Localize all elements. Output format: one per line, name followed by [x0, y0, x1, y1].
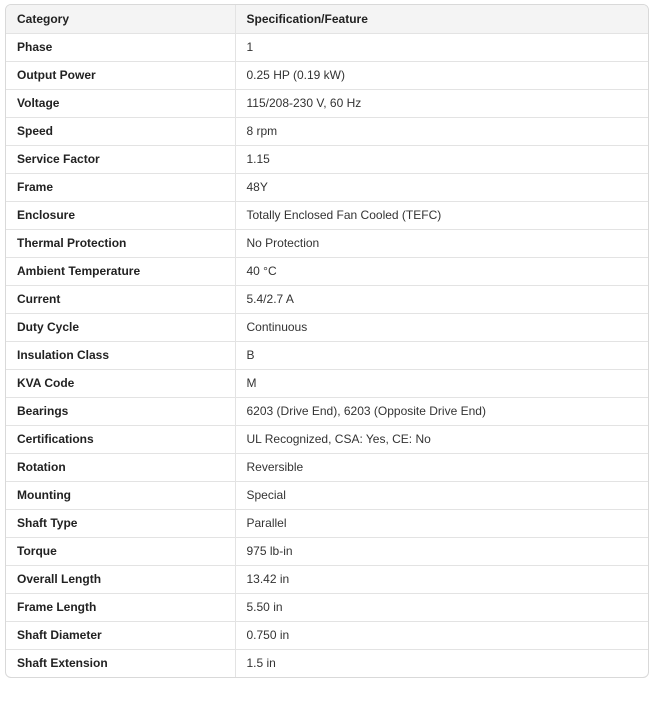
row-category-cell: Bearings	[6, 397, 235, 425]
table-row	[6, 145, 648, 173]
row-value-cell: M	[235, 369, 648, 397]
table-row	[6, 453, 648, 481]
row-value-cell: 5.50 in	[235, 593, 648, 621]
row-value-cell: Parallel	[235, 509, 648, 537]
row-category-cell: Insulation Class	[6, 341, 235, 369]
row-value-cell: 48Y	[235, 173, 648, 201]
table-row	[6, 313, 648, 341]
row-value-cell: UL Recognized, CSA: Yes, CE: No	[235, 425, 648, 453]
table-row	[6, 369, 648, 397]
row-category-cell: Duty Cycle	[6, 313, 235, 341]
table-row	[6, 89, 648, 117]
row-value-cell: 8 rpm	[235, 117, 648, 145]
row-value-cell: 6203 (Drive End), 6203 (Opposite Drive End)	[235, 397, 648, 425]
table-row	[6, 649, 648, 677]
table-row	[6, 621, 648, 649]
row-category-cell: Shaft Extension	[17, 656, 108, 671]
row-category-cell: KVA Code	[6, 369, 235, 397]
table-row	[6, 397, 648, 425]
row-value-cell: 0.750 in	[235, 621, 648, 649]
row-value-cell: 115/208-230 V, 60 Hz	[235, 89, 648, 117]
table-row	[6, 229, 648, 257]
row-value-cell: 5.4/2.7 A	[235, 285, 648, 313]
row-category-cell: Shaft Diameter	[6, 621, 235, 649]
row-value-cell: Reversible	[235, 453, 648, 481]
row-category-cell: Speed	[6, 117, 235, 145]
row-category-cell: Rotation	[6, 453, 235, 481]
row-category-cell: Frame	[6, 173, 235, 201]
row-category-cell: Phase	[6, 33, 235, 61]
table-row	[6, 565, 648, 593]
row-value-cell: Continuous	[235, 313, 648, 341]
spec-table-container	[5, 4, 649, 678]
header-row	[6, 5, 648, 33]
row-value-cell: No Protection	[235, 229, 648, 257]
row-category-cell: Output Power	[6, 61, 235, 89]
row-value-cell: Special	[235, 481, 648, 509]
table-row	[6, 593, 648, 621]
row-value-cell: 1	[235, 33, 648, 61]
table-row	[6, 341, 648, 369]
table-row	[6, 201, 648, 229]
row-category-cell: Service Factor	[6, 145, 235, 173]
column-header-specification: Specification/Feature	[235, 5, 648, 33]
row-value-cell: 1.5 in	[235, 649, 648, 677]
row-category-cell: Torque	[6, 537, 235, 565]
table-row	[6, 33, 648, 61]
table-row	[6, 537, 648, 565]
row-category-cell: Thermal Protection	[6, 229, 235, 257]
table-body	[6, 33, 648, 677]
table-header	[6, 5, 648, 33]
row-value-cell: 13.42 in	[235, 565, 648, 593]
table-row	[6, 61, 648, 89]
table-row	[6, 425, 648, 453]
row-category-cell: Current	[6, 285, 235, 313]
table-row	[6, 509, 648, 537]
row-value-cell: B	[235, 341, 648, 369]
row-category-cell: Shaft Type	[6, 509, 235, 537]
row-category-cell: Voltage	[6, 89, 235, 117]
table-row	[6, 117, 648, 145]
row-category-cell: Mounting	[6, 481, 235, 509]
row-category-cell: Certifications	[6, 425, 235, 453]
table-row	[6, 285, 648, 313]
row-category-cell: Overall Length	[6, 565, 235, 593]
row-value-cell: 975 lb-in	[235, 537, 648, 565]
table-row	[6, 173, 648, 201]
row-value-cell: 40 °C	[235, 257, 648, 285]
row-value-cell: Totally Enclosed Fan Cooled (TEFC)	[235, 201, 648, 229]
row-category-cell: Frame Length	[6, 593, 235, 621]
column-header-category: Category	[6, 5, 235, 33]
table-row	[6, 257, 648, 285]
spec-table	[6, 5, 648, 677]
table-row	[6, 481, 648, 509]
row-category-cell: Enclosure	[6, 201, 235, 229]
row-category-cell: Ambient Temperature	[6, 257, 235, 285]
row-value-cell: 1.15	[235, 145, 648, 173]
row-value-cell: 0.25 HP (0.19 kW)	[235, 61, 648, 89]
